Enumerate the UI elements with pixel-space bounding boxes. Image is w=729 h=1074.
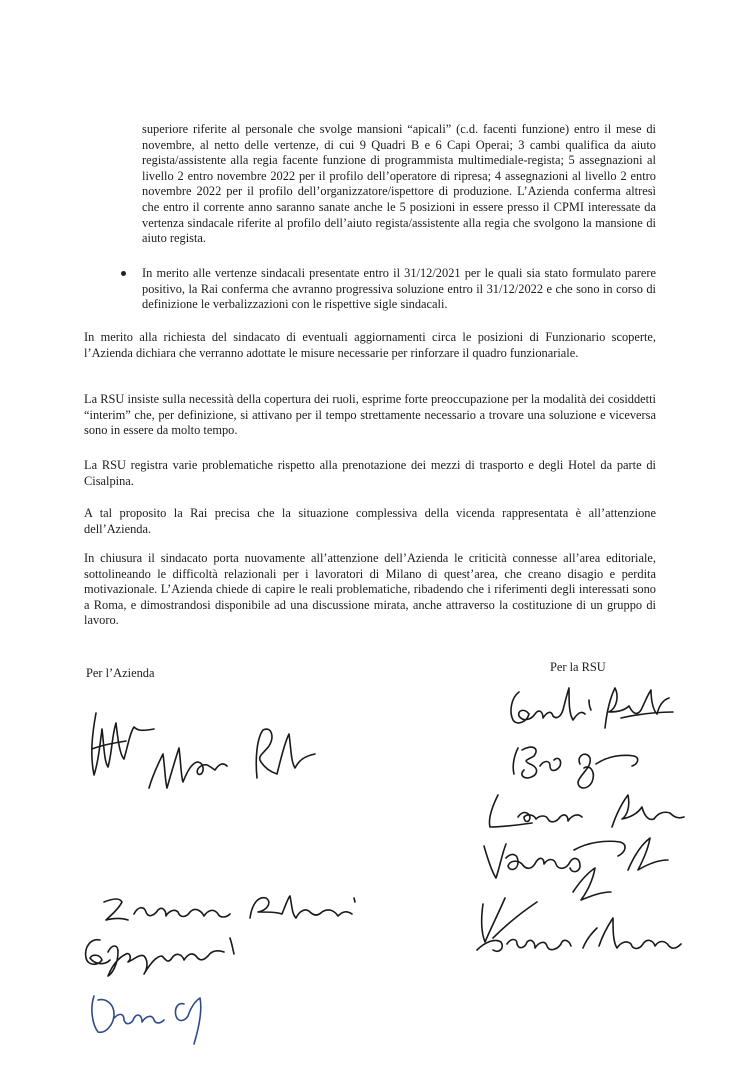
signature-rsu-5 bbox=[465, 858, 685, 958]
signature-label-rsu: Per la RSU bbox=[550, 660, 606, 674]
bullet-item: In merito alle vertenze sindacali presentate entro il 31/12/2021 per le quali sia stato formulato parere positivo, la Rai conferma che avranno progressiva soluzione entro il 31/12/2022 e che sono in corso di definizione le verbalizzazioni con le rispettive sigle sindacali. bbox=[142, 266, 656, 312]
signature-azienda-4 bbox=[78, 930, 248, 978]
paragraph-chiusura: In chiusura il sindacato porta nuovamente all’attenzione dell’Azienda le criticità connesse all’area editoriale, sottolineando le difficoltà relazionali per i lavoratori di Milano di quest’area, che creano disagio e perdita motivazionale. L’Azienda chiede di capire le reali problematiche, ribadendo che i riferimenti degli interessati sono a Roma, e dimostrandosi disponibile ad una discussione mirata, anche attraverso la costituzione di un gruppo di lavoro. bbox=[84, 551, 656, 628]
signature-azienda-5 bbox=[84, 984, 224, 1046]
signature-label-azienda: Per l’Azienda bbox=[86, 666, 155, 680]
paragraph-interim: La RSU insiste sulla necessità della copertura dei ruoli, esprime forte preoccupazione per la modalità dei cosiddetti “interim” che, per definizione, si attivano per il tempo strettamente necessario a trovare una soluzione e viceversa sono in essere da molto tempo. bbox=[84, 392, 656, 438]
signature-rsu-3 bbox=[478, 787, 688, 833]
paragraph-funzionario: In merito alla richiesta del sindacato di eventuali aggiornamenti circa le posizioni di Funzionario scoperte, l’Azienda dichiara che verranno adottate le misure necessarie per rinforzare il quadro funzionariale. bbox=[84, 330, 656, 360]
signature-azienda-3 bbox=[100, 890, 365, 926]
paragraph-cisalpina: La RSU registra varie problematiche rispetto alla prenotazione dei mezzi di trasporto e degli Hotel da parte di Cisalpina. bbox=[84, 458, 656, 488]
bullet-icon bbox=[121, 271, 126, 276]
signature-azienda-2 bbox=[145, 718, 325, 798]
signature-rsu-1 bbox=[505, 680, 680, 738]
continuation-paragraph: superiore riferite al personale che svolge mansioni “apicali” (c.d. facenti funzione) entro il mese di novembre, al netto delle vertenze, di cui 9 Quadri B e 6 Capi Operai; 3 cambi qualifica da aiuto regista/assistente alla regia facente funzione di programmista multimediale-regista; 5 assegnazioni al livello 2 entro novembre 2022 per il profilo dell’operatore di ripresa; 4 assegnazioni al livello 2 entro novembre 2022 per il profilo dell’organizzatore/ispettore di produzione. L’Azienda conferma altresì che entro il corrente anno saranno sanate anche le 5 posizioni in essere presso il CPMI interessate da vertenza sindacale riferite al profilo dell’aiuto regista/assistente alla regia che svolgono la mansione di aiuto regista. bbox=[142, 122, 656, 246]
paragraph-rai-precisa: A tal proposito la Rai precisa che la situazione complessiva della vicenda rappresentata è all’attenzione dell’Azienda. bbox=[84, 506, 656, 536]
